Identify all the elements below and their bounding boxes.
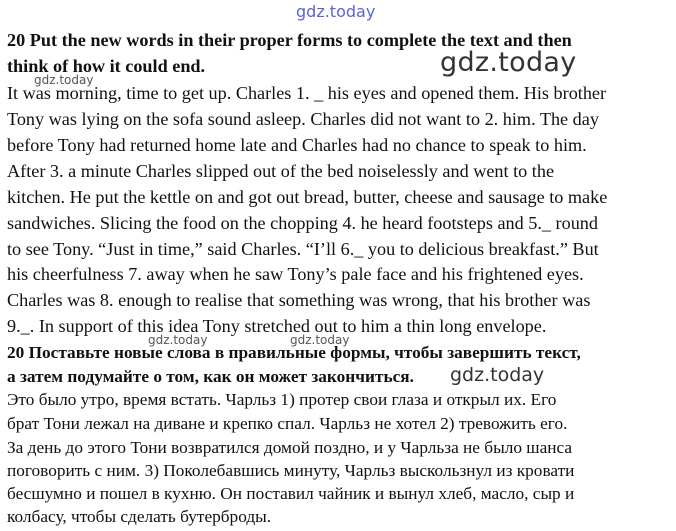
english-text-line: 9._. In support of this idea Tony stretched out to him a thin long envelope. [7, 316, 547, 336]
russian-text-line: колбасу, чтобы сделать бутерброды. [7, 507, 272, 526]
watermark-medium: gdz.today [450, 364, 545, 386]
russian-text-line: Это было утро, время встать. Чарльз 1) протер свои глаза и открыл их. Его [7, 390, 557, 409]
watermark-large: gdz.today [440, 47, 577, 78]
english-text-line: his cheerfulness 7. away when he saw Tony’s pale face and his frightened eyes. [7, 264, 584, 284]
watermark-small: gdz.today [34, 73, 94, 87]
russian-text-line: За день до этого Тони возвратился домой поздно, и у Чарльза не было шанса [7, 438, 573, 457]
english-text-line: kitchen. He put the kettle on and got out bread, butter, cheese and sausage to make [7, 187, 608, 207]
english-text-line: before Tony had returned home late and Charles had no chance to speak to him. [7, 135, 587, 155]
russian-text-line: брат Тони лежал на диване и крепко спал. Чарльз не хотел 2) тревожить его. [7, 414, 568, 433]
english-text-line: Tony was lying on the sofa sound asleep. Charles did not want to 2. him. The day [7, 109, 599, 129]
russian-text-line: бесшумно и пошел в кухню. Он поставил чайник и вынул хлеб, масло, сыр и [7, 484, 575, 503]
english-heading-line-1: 20 Put the new words in their proper forms to complete the text and then [7, 30, 572, 50]
english-heading-line-2: think of how it could end. [7, 56, 206, 76]
russian-heading-line-1: 20 Поставьте новые слова в правильные формы, чтобы завершить текст, [7, 343, 581, 362]
english-text-line: to see Tony. “Just in time,” said Charles. “I’ll 6._ you to delicious breakfast.” But [7, 239, 599, 259]
russian-heading-line-2: а затем подумайте о том, как он может закончиться. [7, 367, 414, 386]
watermark-small: gdz.today [290, 333, 350, 347]
english-text-line: sandwiches. Slicing the food on the chopping 4. he heard footsteps and 5._ round [7, 213, 598, 233]
english-text-line: Charles was 8. enough to realise that something was wrong, that his brother was [7, 290, 591, 310]
english-text-line: After 3. a minute Charles slipped out of the bed noiselessly and went to the [7, 161, 555, 181]
watermark-top: gdz.today [296, 2, 376, 21]
watermark-small: gdz.today [148, 333, 208, 347]
english-text-line: It was morning, time to get up. Charles 1. _ his eyes and opened them. His brother [7, 83, 607, 103]
russian-text-line: поговорить с ним. 3) Поколебавшись минуту, Чарльз выскользнул из кровати [7, 461, 575, 480]
